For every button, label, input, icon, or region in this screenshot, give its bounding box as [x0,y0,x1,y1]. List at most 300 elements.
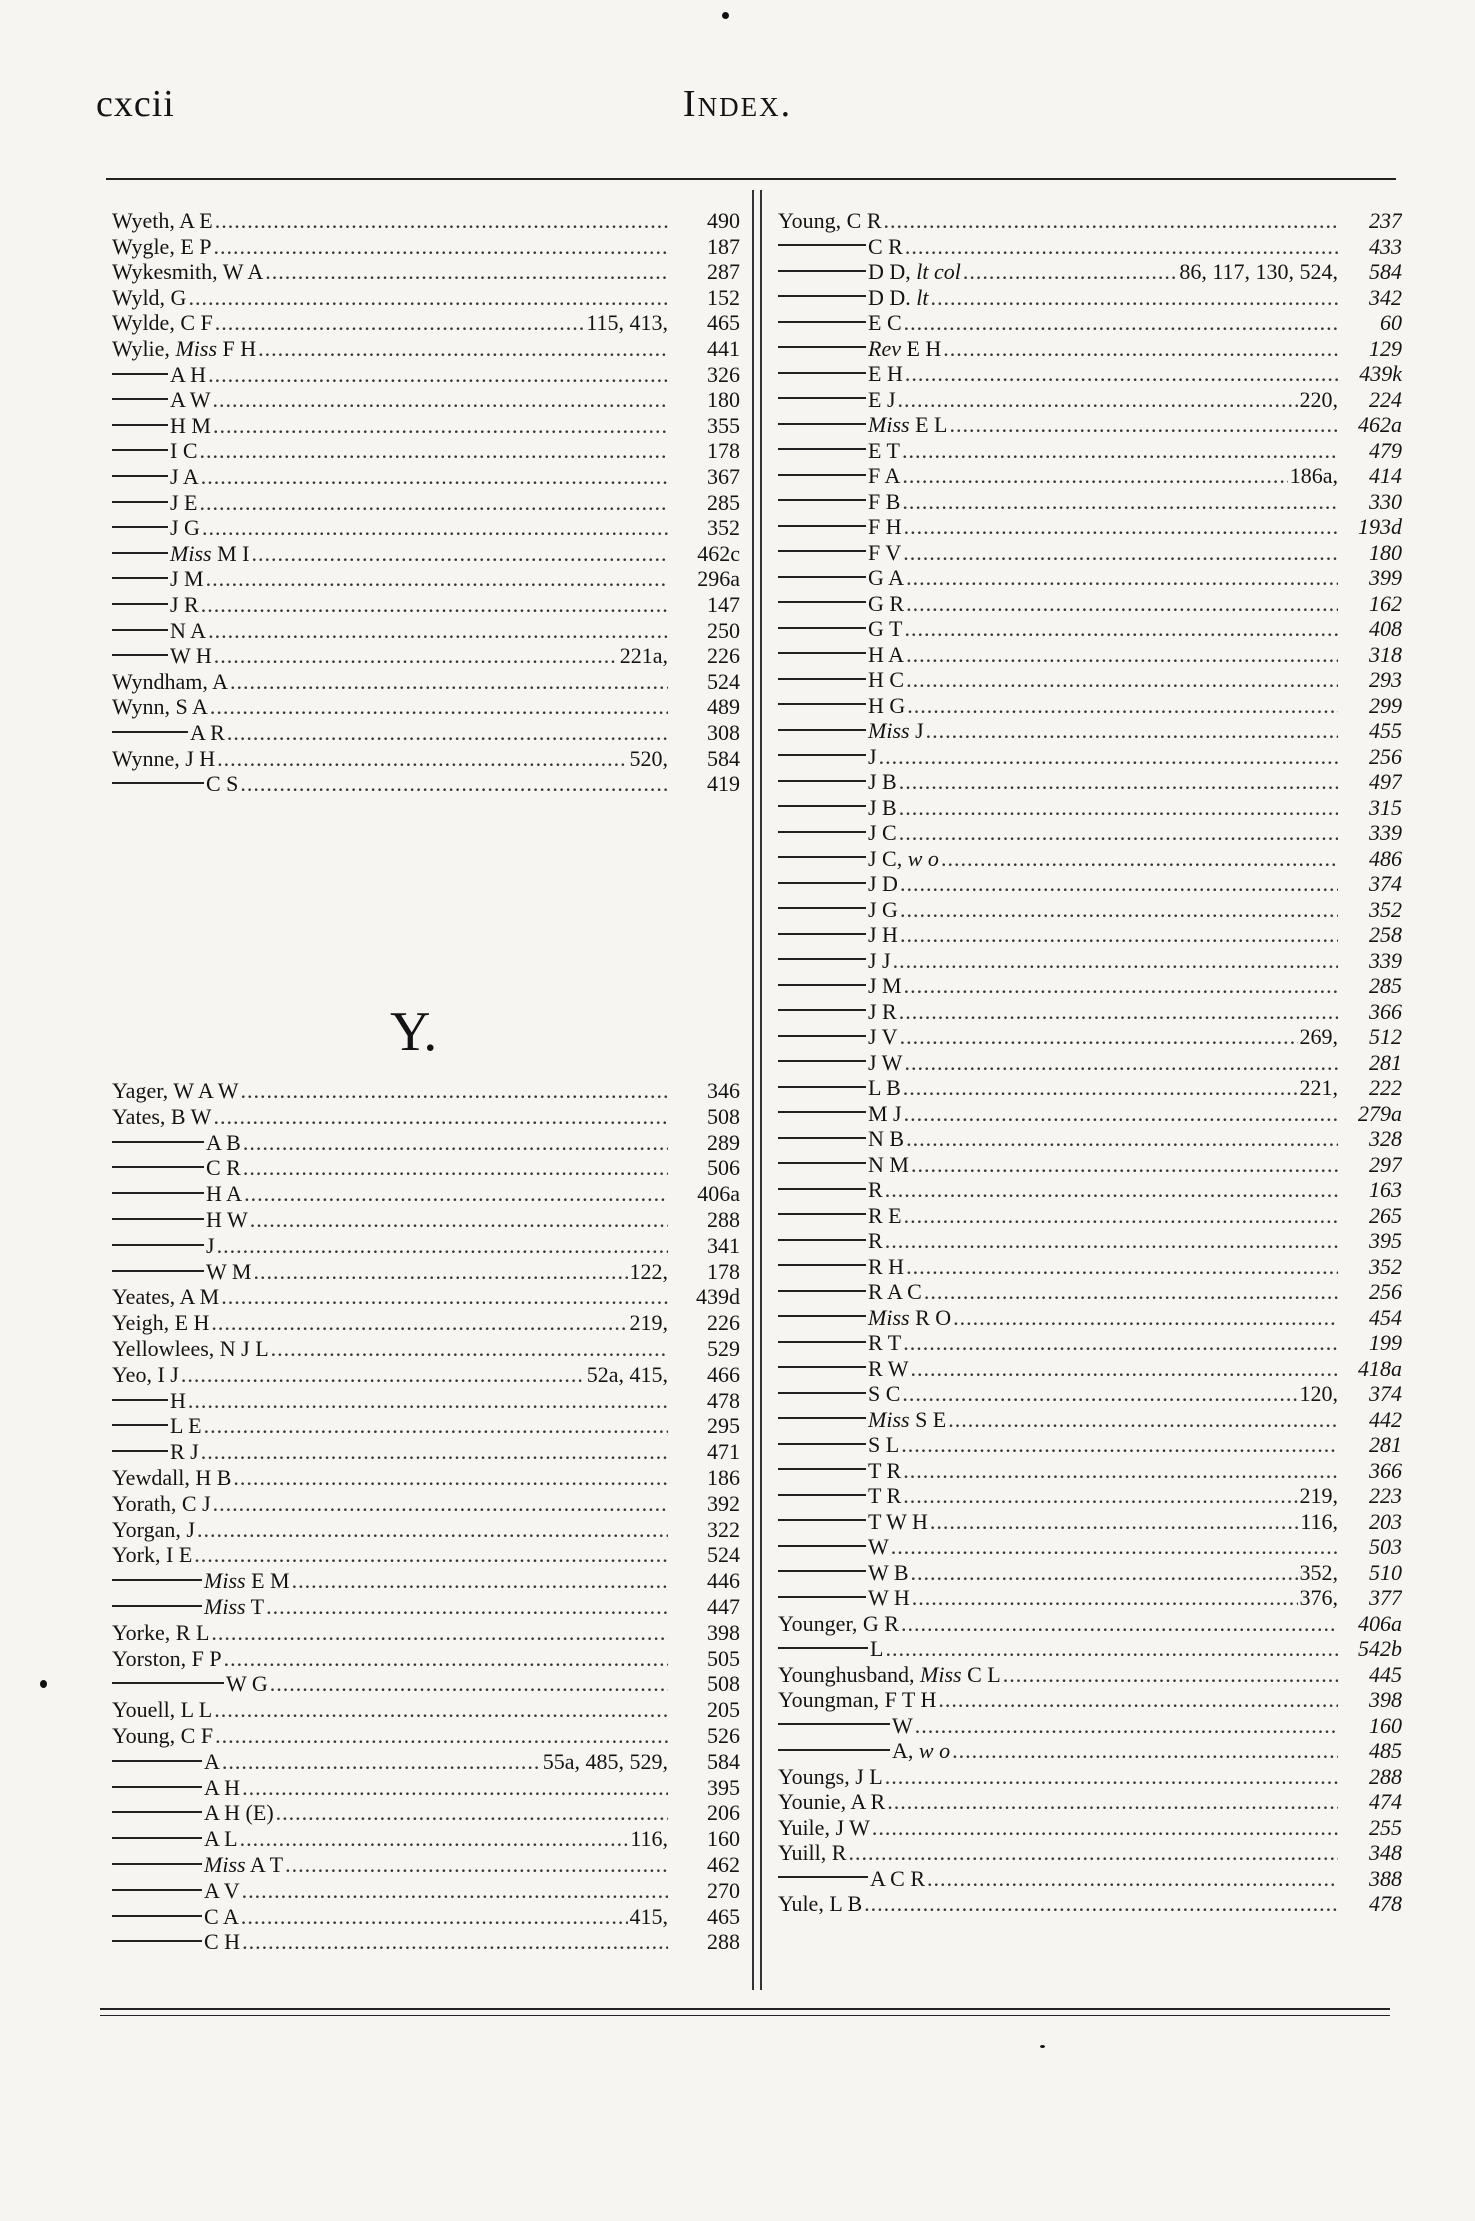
dot-leader [884,208,1338,234]
index-entry [778,1330,1402,1356]
index-entry [778,1662,1402,1688]
dot-leader [194,1542,668,1568]
entry-name-text: Yule, L B [778,1891,863,1916]
ditto-dash [778,1341,866,1343]
dot-leader [271,1336,668,1362]
entry-page-number: 512 [1369,1024,1402,1049]
dot-leader [900,922,1338,948]
dot-leader [903,1483,1297,1509]
entry-name-text: J V [868,1024,898,1049]
entry-name-text: Younghusband, [778,1661,921,1687]
dot-leader [285,1852,668,1878]
entry-page-number: 367 [707,464,740,489]
entry-page-number: 408 [1369,616,1402,641]
dot-leader [213,387,668,413]
entry-name [778,1101,904,1127]
entry-name [778,1611,901,1637]
dot-leader [188,1388,668,1414]
entry-name-text: Wygle, E P [112,233,212,259]
entry-title-italic: Miss [868,718,910,743]
entry-page-number: 446 [707,1568,740,1594]
dot-leader [265,259,668,285]
entry-page-number: 342 [1369,284,1402,310]
entry-name [778,208,884,234]
entry-page-number: 505 [707,1645,740,1671]
entry-name [112,438,200,464]
index-entry [112,1207,740,1233]
entry-name-text: A H (E) [204,1800,274,1826]
entry-name [778,387,898,413]
ditto-dash [112,1786,202,1788]
ditto-dash [778,1086,866,1088]
entry-page-number: 160 [1369,1712,1402,1738]
entry-page-number: 178 [707,438,740,464]
entry-name-text: L E [170,1413,202,1439]
entry-page-number: 542b [1358,1636,1402,1661]
entry-name [112,490,200,516]
entry-name-text: D D, [868,259,917,284]
entry-name [778,973,904,999]
ditto-dash [778,1239,866,1241]
index-entry [778,361,1402,387]
dot-leader [200,438,669,464]
entry-name [112,566,206,592]
entry-name-text: J G [170,515,200,541]
dot-leader [906,565,1338,591]
entry-name [778,565,906,591]
entry-extra-pages: 116, [630,1826,668,1852]
index-entry [112,1904,740,1930]
entry-name [112,1362,181,1388]
entry-page-number: 442 [1369,1406,1402,1432]
index-entry [778,285,1402,311]
entry-name [112,387,213,413]
entry-name-text: Wykesmith, W A [112,259,264,285]
entry-page-number: 462 [707,1852,740,1877]
index-entry [778,1432,1402,1458]
entry-name [778,1866,927,1892]
ditto-dash [778,856,866,858]
index-entry [778,897,1402,923]
dot-leader [938,1687,1338,1713]
index-entry [778,1611,1402,1637]
entry-name [778,1509,930,1535]
entry-name-text: I C [170,438,198,464]
entry-page-number: 398 [707,1619,740,1645]
dot-leader [904,1101,1338,1127]
ditto-dash [778,423,866,425]
entry-extra-pages: 415, [629,1903,668,1929]
index-entry [112,387,740,413]
entry-name-text: H M [170,412,211,438]
ditto-dash [778,780,866,782]
entry-name [112,1207,250,1233]
ditto-dash [112,1940,202,1942]
ditto-dash [112,1141,204,1143]
entry-name-text: H G [868,692,906,718]
index-entry [778,1407,1402,1433]
entry-page-number: 270 [707,1877,740,1903]
entry-name-text: Yeates, A M [112,1284,220,1310]
entry-name [112,208,215,234]
ditto-dash [778,1060,866,1062]
entry-name [112,1413,204,1439]
index-entry [778,1891,1402,1917]
entry-page-number: 256 [1369,743,1402,769]
dot-leader [900,897,1338,923]
index-entry [112,208,740,234]
entry-name [778,1560,911,1586]
entry-name-text: T W H [868,1508,928,1534]
dot-leader [904,1050,1338,1076]
entry-page-number: 226 [707,1310,740,1336]
entry-name-text: W [892,1712,913,1738]
ditto-dash [778,1213,866,1215]
entry-name-suffix: M I [211,540,250,566]
index-entry [778,1687,1402,1713]
ditto-dash [778,1494,866,1496]
entry-page-number: 237 [1369,208,1402,233]
index-entry [112,438,740,464]
entry-page-number: 348 [1369,1840,1402,1865]
dot-leader [899,820,1338,846]
ditto-dash [112,1192,204,1194]
entry-name-text: Young, C R [778,208,882,233]
entry-name-text: G T [868,616,903,641]
entry-page-number: 447 [707,1594,740,1619]
index-entry [778,412,1402,438]
entry-name [112,1723,215,1749]
entry-name [112,1517,197,1543]
entry-name-text: Wyeth, A E [112,208,213,233]
entry-page-number: 471 [707,1439,740,1465]
ditto-dash [778,729,866,731]
entry-page-number: 508 [707,1671,740,1697]
index-entry [778,999,1402,1025]
index-entry [112,771,740,797]
index-entry [778,1254,1402,1280]
entry-name [112,1620,211,1646]
ditto-dash [778,1009,866,1011]
entry-title-italic: Miss [204,1568,246,1594]
entry-name [778,361,905,387]
entry-name-text: J E [170,489,198,515]
entry-name [778,438,902,464]
index-entry [778,871,1402,897]
entry-title-italic: Rev [868,335,901,361]
entry-name [778,1407,948,1433]
entry-name [112,1904,241,1930]
entry-name-text: R J [170,1439,199,1465]
entry-name [112,1852,285,1878]
entry-page-number: 180 [1369,539,1402,565]
dot-leader [217,1233,668,1259]
entry-name-text: Yeigh, E H [112,1310,210,1336]
entry-page-number: 279a [1358,1100,1402,1126]
index-entry [112,1697,740,1723]
entry-name [778,591,906,617]
entry-page-number: 406a [1358,1610,1402,1636]
dot-leader [893,948,1338,974]
index-entry [112,464,740,490]
entry-name-text: J M [170,566,204,592]
entry-page-number: 308 [707,720,740,745]
entry-name [112,1104,213,1130]
dot-leader [201,464,668,490]
dot-leader [181,1362,585,1388]
entry-name [778,897,900,923]
entry-name-text: Younie, A R [778,1789,886,1814]
dot-leader [899,795,1338,821]
dot-leader [911,1356,1338,1382]
index-entry [778,693,1402,719]
ditto-dash [778,1035,866,1037]
ditto-dash [778,1162,866,1164]
entry-name-text: W B [868,1559,909,1585]
index-entry [112,1181,740,1207]
index-entry [112,1336,740,1362]
index-entry [778,769,1402,795]
entry-name-text: A B [206,1129,241,1155]
entry-name-text: Yewdall, H B [112,1465,232,1490]
dot-leader [907,693,1338,719]
ditto-dash [112,1605,202,1607]
entry-name-text: C H [204,1929,241,1955]
entry-name-text: F B [868,488,901,514]
dot-leader [292,1568,668,1594]
dot-leader [926,718,1338,744]
ditto-dash [778,372,866,374]
dot-leader [906,642,1338,668]
ditto-dash [778,1443,866,1445]
entry-page-number: 315 [1369,794,1402,820]
entry-name [112,1542,194,1568]
index-entry [778,1483,1402,1509]
ditto-dash [778,1392,866,1394]
entry-name [112,1155,243,1181]
dot-leader [899,999,1338,1025]
entry-page-number: 288 [707,1207,740,1232]
entry-name-text: Young, C F [112,1723,214,1748]
entry-page-number: 377 [1369,1585,1402,1610]
entry-extra-pages: 376, [1299,1585,1338,1610]
index-entry [112,694,740,720]
index-entry [778,489,1402,515]
entry-page-number: 419 [707,771,740,797]
entry-name [112,1929,242,1955]
ditto-dash [112,1399,168,1401]
entry-page-number: 199 [1369,1330,1402,1355]
dot-leader [901,1432,1338,1458]
dot-leader [903,540,1338,566]
entry-name [778,1356,911,1382]
entry-name-text: A [204,1748,220,1774]
index-entry [778,208,1402,234]
dot-leader [848,1840,1338,1866]
entry-name-text: E H [868,361,903,386]
entry-name [778,846,941,872]
entry-name [778,769,899,795]
index-entry [778,616,1402,642]
dot-leader [906,591,1338,617]
entry-name [778,1636,885,1662]
index-entry [778,1585,1402,1611]
entry-name [112,541,251,567]
dot-leader [891,1534,1338,1560]
entry-page-number: 474 [1369,1789,1402,1814]
entry-name-text: J R [868,998,897,1024]
entry-page-number: 445 [1369,1661,1402,1687]
entry-page-number: 299 [1369,692,1402,718]
entry-name [778,1075,903,1101]
entry-name [112,1284,221,1310]
dot-leader [949,412,1338,438]
entry-page-number: 162 [1369,590,1402,616]
index-entry [112,746,740,772]
dot-leader [211,1620,668,1646]
dot-leader [911,1560,1298,1586]
dot-leader [197,1517,668,1543]
index-entry [112,1620,740,1646]
ditto-dash [112,1218,204,1220]
entry-page-number: 395 [707,1774,740,1800]
entry-page-number: 399 [1369,565,1402,590]
entry-name [112,1749,222,1775]
entry-name [112,1388,188,1414]
ditto-dash [778,627,866,629]
entry-name [778,1585,912,1611]
dot-leader [904,1203,1338,1229]
ditto-dash [112,1889,202,1891]
entry-name [112,1439,201,1465]
entry-name-text: Wynn, S A [112,694,208,720]
entry-page-number: 479 [1369,437,1402,463]
dot-leader [240,1826,629,1852]
entry-page-number: 465 [707,310,740,336]
entry-page-number: 352 [1369,1253,1402,1279]
dot-leader [200,490,669,516]
ditto-dash [112,1244,204,1246]
dot-leader [898,387,1298,413]
entry-page-number: 584 [707,745,740,771]
dot-leader [250,1207,668,1233]
entry-name [112,336,258,362]
entry-name [112,259,265,285]
index-entry [778,1866,1402,1892]
ditto-dash [112,1811,202,1813]
index-entry [778,1458,1402,1484]
entry-name-text: A C R [870,1865,926,1891]
dot-leader [233,1465,668,1491]
entry-name [778,1228,885,1254]
index-entry [112,285,740,311]
entry-page-number: 265 [1369,1202,1402,1228]
entry-name-text: Yates, B W [112,1103,212,1129]
dot-leader [911,1152,1338,1178]
entry-extra-pages: 219, [629,1310,668,1336]
entry-name-text: L B [868,1075,901,1100]
ditto-dash [778,1647,868,1649]
entry-page-number: 503 [1369,1534,1402,1559]
ditto-dash [112,1837,202,1839]
entry-name-text: F A [868,463,901,488]
entry-page-number: 462a [1358,412,1402,437]
entry-page-number: 203 [1369,1508,1402,1534]
ditto-dash [112,782,204,784]
entry-extra-pages: 352, [1299,1559,1338,1585]
page-title: Index. [682,83,793,125]
dot-leader [879,744,1338,770]
ditto-dash [112,552,168,554]
bottom-rule-thin [100,2015,1390,2016]
entry-name-text: R A C [868,1279,922,1304]
dot-leader [211,1310,627,1336]
index-entry [778,1203,1402,1229]
entry-name [778,1177,885,1203]
dot-leader [1003,1662,1338,1688]
index-entry [778,1815,1402,1841]
ditto-dash [778,474,866,476]
entry-name [112,1233,217,1259]
dot-leader [905,234,1338,260]
entry-page-number: 187 [707,233,740,259]
entry-page-number: 289 [707,1129,740,1155]
dot-leader [906,1126,1338,1152]
index-entry [112,1362,740,1388]
entry-name [778,1279,924,1305]
ditto-dash [112,373,168,375]
entry-name-text: C S [206,771,239,797]
dot-leader [887,1789,1338,1815]
entry-page-number: 341 [707,1232,740,1258]
index-entry [778,795,1402,821]
entry-page-number: 355 [707,412,740,438]
entry-name [112,771,240,797]
ditto-dash [778,601,866,603]
ditto-dash [778,499,866,501]
entry-name-text: E C [868,310,902,335]
ditto-dash [112,654,168,656]
dot-leader [900,871,1338,897]
index-entry [112,1078,740,1104]
entry-page-number: 584 [707,1748,740,1774]
entry-name [112,1775,242,1801]
ditto-dash [112,449,168,451]
ditto-dash [778,1749,890,1751]
entry-title-italic: Miss [920,1661,962,1687]
entry-name-suffix: E M [245,1568,290,1594]
index-entry [778,1126,1402,1152]
top-rule [106,178,1396,180]
entry-name [112,1491,213,1517]
index-entry [778,642,1402,668]
entry-page-number: 293 [1369,667,1402,692]
index-entry [778,846,1402,872]
entry-page-number: 222 [1369,1075,1402,1100]
entry-name-text: Wylde, C F [112,310,213,336]
entry-name-text: A H [170,361,207,387]
dot-leader [906,1254,1338,1280]
dot-leader [952,1738,1338,1764]
entry-name [778,1483,903,1509]
ditto-dash [778,346,866,348]
entry-name-text: H [170,1387,186,1413]
ditto-dash [778,1137,866,1139]
entry-page-number: 287 [707,259,740,285]
ditto-dash [778,1519,866,1521]
entry-page-number: 392 [707,1490,740,1516]
index-entry [778,1101,1402,1127]
